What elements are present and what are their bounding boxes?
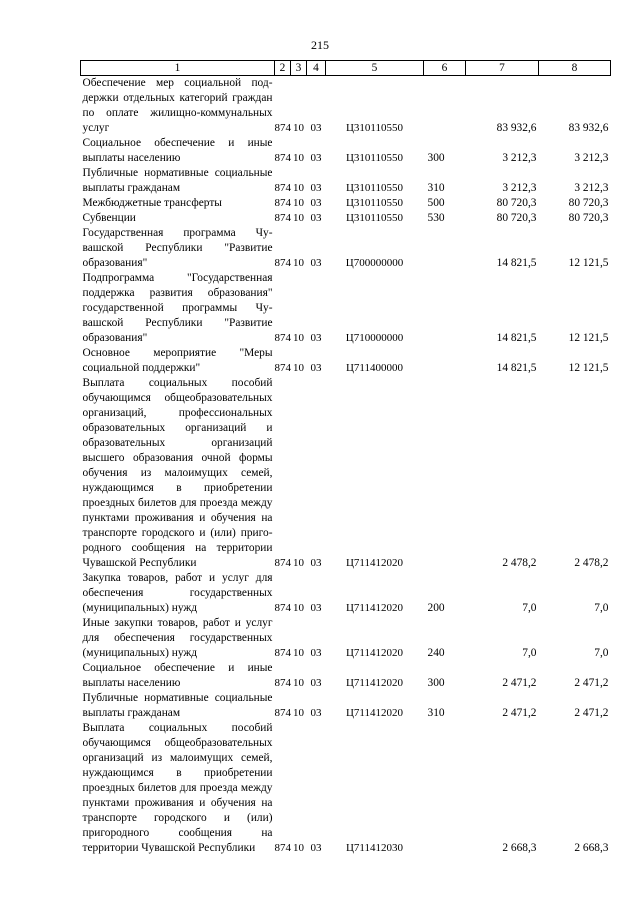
row-amount-1: 3 212,3 [502, 182, 537, 194]
table-row [81, 196, 611, 211]
row-subsection-code: 03 [310, 647, 322, 659]
row-subsection-code: 03 [310, 332, 322, 344]
row-section-code: 10 [293, 152, 304, 164]
row-amount-2: 3 212,3 [574, 182, 609, 194]
header-col-1: 1 [81, 61, 275, 76]
row-target-article: Ц711412020 [345, 677, 404, 689]
row-subsection-code: 03 [310, 557, 322, 569]
header-col-3: 3 [291, 61, 307, 76]
row-name: Социальное обеспечение и иные выплаты населению [82, 137, 273, 164]
row-expense-type: 530 [427, 212, 445, 224]
table-row [81, 271, 611, 346]
row-amount-2: 80 720,3 [568, 212, 609, 224]
row-grbs-code: 874 [274, 707, 291, 719]
row-section-code: 10 [293, 647, 304, 659]
row-expense-type: 240 [427, 647, 445, 659]
header-col-4: 4 [307, 61, 326, 76]
row-section-code: 10 [293, 362, 304, 374]
row-amount-2: 2 471,2 [574, 707, 609, 719]
row-section-code: 10 [293, 602, 304, 614]
row-target-article: Ц711412020 [345, 557, 404, 569]
header-col-6: 6 [424, 61, 466, 76]
budget-table [80, 60, 611, 856]
table-row [81, 226, 611, 271]
row-target-article: Ц310110550 [345, 122, 404, 134]
row-target-article: Ц711412020 [345, 602, 404, 614]
table-body [81, 76, 611, 857]
row-name: Межбюджетные трансферты [82, 197, 222, 209]
row-grbs-code: 874 [274, 602, 291, 614]
row-section-code: 10 [293, 707, 304, 719]
row-name: Иные закупки товаров, работ и услуг для обеспечения государственных (муниципальных) нужд [82, 617, 273, 659]
row-amount-2: 7,0 [594, 602, 609, 614]
row-section-code: 10 [293, 557, 304, 569]
row-subsection-code: 03 [310, 602, 322, 614]
header-col-8: 8 [539, 61, 611, 76]
row-amount-2: 12 121,5 [568, 332, 609, 344]
row-name: Обеспечение мер социальной поддержки отдельных категорий граждан по оплате жилищно-коммунальных услуг [82, 77, 273, 134]
row-amount-1: 2 471,2 [502, 677, 537, 689]
table-row [81, 616, 611, 661]
row-name: Выплата социальных пособий обучающимся общеобразовательных организаций из малоимущих семей, нуждающимся в приобретении проездных билетов для проезда между пунктами проживания и обучения на транспорте городского и (или) пригородного сообщения на территории Чувашской Республики [82, 722, 273, 854]
row-target-article: Ц711412030 [345, 842, 404, 854]
row-amount-1: 2 471,2 [502, 707, 537, 719]
row-name: Публичные нормативные социальные выплаты гражданам [82, 167, 273, 194]
row-name: Основное мероприятие "Меры социальной поддержки" [82, 347, 273, 374]
row-amount-1: 14 821,5 [496, 257, 537, 269]
row-grbs-code: 874 [274, 197, 291, 209]
row-section-code: 10 [293, 212, 304, 224]
header-col-7: 7 [466, 61, 539, 76]
table-row [81, 661, 611, 691]
row-amount-1: 14 821,5 [496, 332, 537, 344]
row-grbs-code: 874 [274, 842, 291, 854]
row-amount-2: 12 121,5 [568, 257, 609, 269]
header-col-2: 2 [275, 61, 291, 76]
row-subsection-code: 03 [310, 152, 322, 164]
row-grbs-code: 874 [274, 362, 291, 374]
row-expense-type [424, 76, 466, 137]
row-expense-type [424, 376, 466, 571]
row-grbs-code: 874 [274, 122, 291, 134]
row-name: Социальное обеспечение и иные выплаты населению [82, 662, 273, 689]
row-grbs-code: 874 [274, 647, 291, 659]
row-amount-1: 83 932,6 [496, 122, 537, 134]
row-amount-1: 2 668,3 [502, 842, 537, 854]
table-row [81, 76, 611, 137]
row-amount-1: 7,0 [522, 647, 537, 659]
row-grbs-code: 874 [274, 332, 291, 344]
row-subsection-code: 03 [310, 677, 322, 689]
row-target-article: Ц310110550 [345, 197, 404, 209]
row-subsection-code: 03 [310, 842, 322, 854]
row-name: Государственная программа Чувашской Республики "Развитие образования" [82, 227, 273, 269]
row-name: Подпрограмма "Государственная поддержка развития образования" государственной программы Чувашской Республики "Развитие образования" [82, 272, 273, 344]
row-section-code: 10 [293, 842, 304, 854]
row-amount-2: 3 212,3 [574, 152, 609, 164]
row-expense-type [424, 346, 466, 376]
row-amount-2: 2 471,2 [574, 677, 609, 689]
row-expense-type: 500 [427, 197, 445, 209]
row-expense-type [424, 226, 466, 271]
row-grbs-code: 874 [274, 152, 291, 164]
row-expense-type: 200 [427, 602, 445, 614]
row-subsection-code: 03 [310, 257, 322, 269]
row-grbs-code: 874 [274, 557, 291, 569]
row-target-article: Ц310110550 [345, 212, 404, 224]
row-subsection-code: 03 [310, 197, 322, 209]
row-target-article: Ц310110550 [345, 152, 404, 164]
page-number: 215 [311, 38, 329, 52]
row-target-article: Ц310110550 [345, 182, 404, 194]
row-expense-type: 310 [427, 707, 445, 719]
table-row [81, 721, 611, 856]
row-section-code: 10 [293, 332, 304, 344]
row-name: Выплата социальных пособий обучающимся общеобразовательных организаций, профессиональных образовательных организаций и образовательных организаций высшего образования очной формы обучения из малоимущих семей, нуждающимся в приобретении проездных билетов для проезда между пунктами проживания и обучения на транспорте городского и (или) пригородного сообщения на территории Чувашской Республики [82, 377, 273, 569]
row-amount-2: 2 478,2 [574, 557, 609, 569]
row-target-article: Ц700000000 [345, 257, 404, 269]
row-grbs-code: 874 [274, 212, 291, 224]
table-row [81, 166, 611, 196]
table-header-row [81, 61, 611, 76]
table-row [81, 691, 611, 721]
row-grbs-code: 874 [274, 257, 291, 269]
row-name: Субвенции [82, 212, 136, 224]
row-amount-1: 2 478,2 [502, 557, 537, 569]
row-amount-1: 3 212,3 [502, 152, 537, 164]
row-target-article: Ц711412020 [345, 647, 404, 659]
row-amount-1: 80 720,3 [496, 197, 537, 209]
row-grbs-code: 874 [274, 182, 291, 194]
row-amount-2: 80 720,3 [568, 197, 609, 209]
row-subsection-code: 03 [310, 182, 322, 194]
row-subsection-code: 03 [310, 212, 322, 224]
row-name: Публичные нормативные социальные выплаты гражданам [82, 692, 273, 719]
row-expense-type: 300 [427, 677, 445, 689]
table-row [81, 211, 611, 226]
row-amount-2: 12 121,5 [568, 362, 609, 374]
row-section-code: 10 [293, 257, 304, 269]
row-subsection-code: 03 [310, 122, 322, 134]
table-row [81, 136, 611, 166]
row-amount-2: 7,0 [594, 647, 609, 659]
row-target-article: Ц711400000 [345, 362, 404, 374]
row-expense-type: 300 [427, 152, 445, 164]
row-target-article: Ц711412020 [345, 707, 404, 719]
row-amount-1: 14 821,5 [496, 362, 537, 374]
row-subsection-code: 03 [310, 707, 322, 719]
row-expense-type [424, 271, 466, 346]
header-col-5: 5 [326, 61, 424, 76]
table-row [81, 346, 611, 376]
row-subsection-code: 03 [310, 362, 322, 374]
row-section-code: 10 [293, 182, 304, 194]
table-row [81, 571, 611, 616]
row-section-code: 10 [293, 677, 304, 689]
row-amount-2: 83 932,6 [568, 122, 609, 134]
row-amount-1: 80 720,3 [496, 212, 537, 224]
row-grbs-code: 874 [274, 677, 291, 689]
row-amount-1: 7,0 [522, 602, 537, 614]
row-section-code: 10 [293, 197, 304, 209]
row-name: Закупка товаров, работ и услуг для обеспечения государственных (муниципальных) нужд [82, 572, 273, 614]
row-section-code: 10 [293, 122, 304, 134]
row-expense-type: 310 [427, 182, 445, 194]
table-row [81, 376, 611, 571]
row-amount-2: 2 668,3 [574, 842, 609, 854]
row-expense-type [424, 721, 466, 856]
row-target-article: Ц710000000 [345, 332, 404, 344]
